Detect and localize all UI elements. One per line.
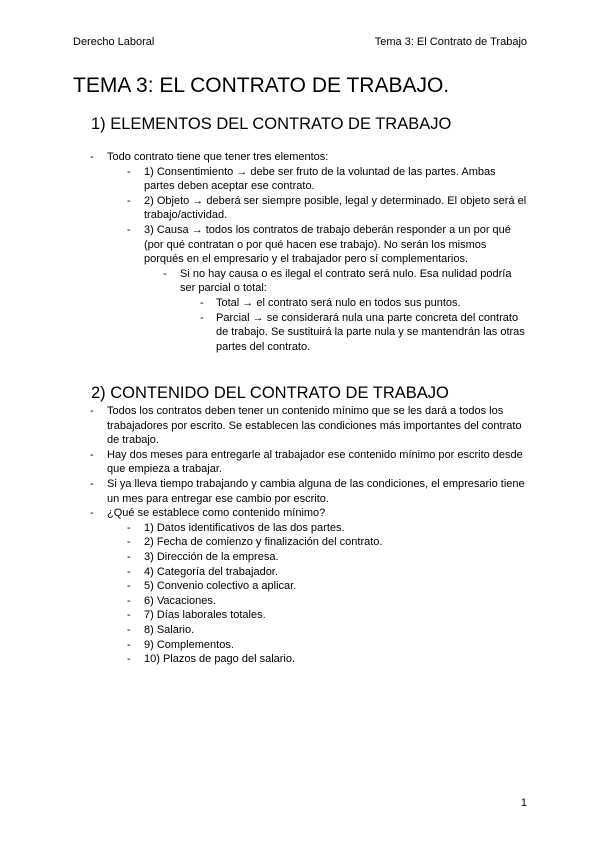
section2-list: [0, 404, 600, 667]
list-item: - 1) Datos identificativos de las dos partes.: [0, 521, 528, 536]
list-item: - Total → el contrato será nulo en todos sus puntos.: [0, 296, 528, 311]
list-item: - 3) Causa → todos los contratos de trabajo deberán responder a un por qué (por qué contratan o por qué hacen ese trabajo). No serán los mismos porqués en el empresario y el trabajador pero sí complementarios.: [0, 223, 528, 267]
header-right: Tema 3: El Contrato de Trabajo: [374, 36, 527, 48]
list-item: - 10) Plazos de pago del salario.: [0, 652, 528, 667]
list-item: - 4) Categoría del trabajador.: [0, 565, 528, 580]
section1-list: [0, 150, 600, 354]
list-item: - 2) Objeto → deberá ser siempre posible, legal y determinado. El objeto será el trabajo/actividad.: [0, 194, 528, 223]
list-item: - 2) Fecha de comienzo y finalización del contrato.: [0, 535, 528, 550]
list-item: - Hay dos meses para entregarle al trabajador ese contenido mínimo por escrito desde que empieza a trabajar.: [0, 448, 528, 477]
list-item: - 9) Complementos.: [0, 638, 528, 653]
list-item: - 6) Vacaciones.: [0, 594, 528, 609]
list-item: - 3) Dirección de la empresa.: [0, 550, 528, 565]
list-item: - Todo contrato tiene que tener tres elementos:: [0, 150, 528, 165]
list-item: - Todos los contratos deben tener un contenido mínimo que se les dará a todos los trabajadores por escrito. Se establecen las condiciones más importantes del contrato de trabajo.: [0, 404, 528, 448]
section1-heading: 1) ELEMENTOS DEL CONTRATO DE TRABAJO: [91, 115, 452, 133]
list-item: - 5) Convenio colectivo a aplicar.: [0, 579, 528, 594]
section2-heading: 2) CONTENIDO DEL CONTRATO DE TRABAJO: [91, 384, 449, 402]
list-item: - 8) Salario.: [0, 623, 528, 638]
list-item: - Si no hay causa o es ilegal el contrato será nulo. Esa nulidad podría ser parcial o total:: [0, 267, 528, 296]
header-left: Derecho Laboral: [73, 36, 155, 48]
page-title: TEMA 3: EL CONTRATO DE TRABAJO.: [73, 74, 450, 97]
page-number: 1: [520, 797, 527, 809]
list-item: - 7) Días laborales totales.: [0, 608, 528, 623]
list-item: - Si ya lleva tiempo trabajando y cambia alguna de las condiciones, el empresario tiene un mes para entregar ese cambio por escrito.: [0, 477, 528, 506]
list-item: - ¿Qué se establece como contenido mínimo?: [0, 506, 528, 521]
list-item: - Parcial → se considerará nula una parte concreta del contrato de trabajo. Se sustituirá la parte nula y se mantendrán las otras partes del contrato.: [0, 311, 528, 355]
list-item: - 1) Consentimiento → debe ser fruto de la voluntad de las partes. Ambas partes deben aceptar ese contrato.: [0, 165, 528, 194]
